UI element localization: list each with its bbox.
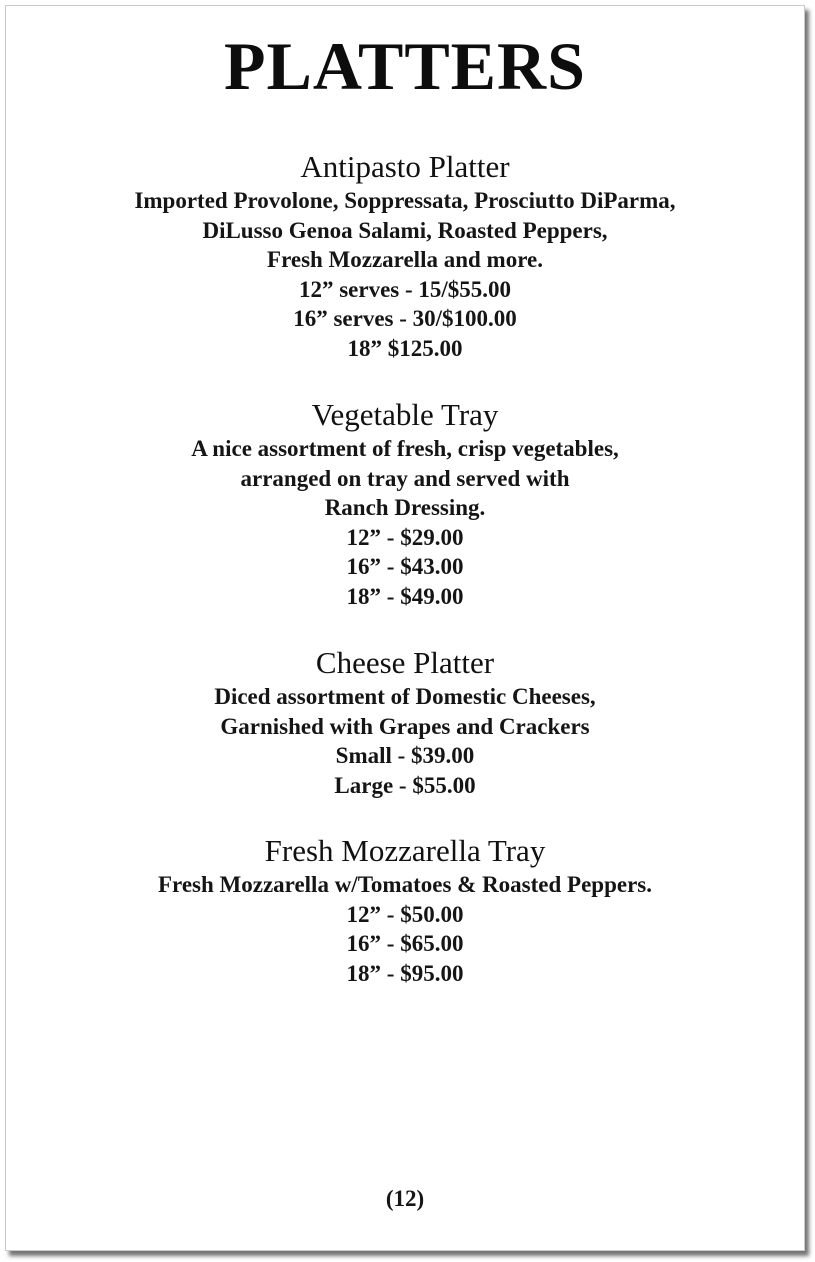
- section-heading: Cheese Platter: [315, 645, 495, 680]
- price-line: 16” serves - 30/$100.00: [293, 306, 517, 332]
- section-line: arranged on tray and served with: [240, 465, 570, 491]
- price-line: 18” - $95.00: [346, 960, 464, 986]
- price-line: 16” - $65.00: [346, 931, 464, 957]
- section-fresh-mozzarella-tray: [6, 832, 804, 988]
- menu-page: [5, 5, 805, 1251]
- section-line: Ranch Dressing.: [324, 495, 486, 521]
- section-antipasto-platter: [6, 148, 804, 364]
- section-heading: Antipasto Platter: [300, 149, 510, 184]
- price-line: Large - $55.00: [334, 772, 476, 798]
- section-heading: Vegetable Tray: [311, 397, 499, 432]
- page-number: (12): [385, 1186, 425, 1211]
- page-title: PLATTERS: [224, 28, 586, 104]
- section-cheese-platter: [6, 644, 804, 800]
- section-vegetable-tray: [6, 396, 804, 612]
- section-line: Garnished with Grapes and Crackers: [220, 713, 590, 739]
- price-line: Small - $39.00: [335, 743, 475, 769]
- section-line: Fresh Mozzarella w/Tomatoes & Roasted Peppers.: [158, 872, 652, 897]
- section-heading: Fresh Mozzarella Tray: [264, 833, 546, 868]
- section-line: DiLusso Genoa Salami, Roasted Peppers,: [202, 217, 608, 243]
- section-line: Fresh Mozzarella and more.: [267, 247, 543, 273]
- price-line: 12” - $50.00: [346, 901, 464, 927]
- price-line: 18” $125.00: [347, 335, 463, 361]
- price-line: 18” - $49.00: [346, 583, 464, 609]
- section-line: A nice assortment of fresh, crisp vegetables,: [191, 436, 619, 461]
- section-line: Imported Provolone, Soppressata, Prosciutto DiParma,: [134, 188, 676, 213]
- price-line: 12” serves - 15/$55.00: [298, 276, 512, 302]
- price-line: 12” - $29.00: [346, 524, 464, 550]
- section-line: Diced assortment of Domestic Cheeses,: [214, 684, 596, 709]
- price-line: 16” - $43.00: [346, 554, 464, 580]
